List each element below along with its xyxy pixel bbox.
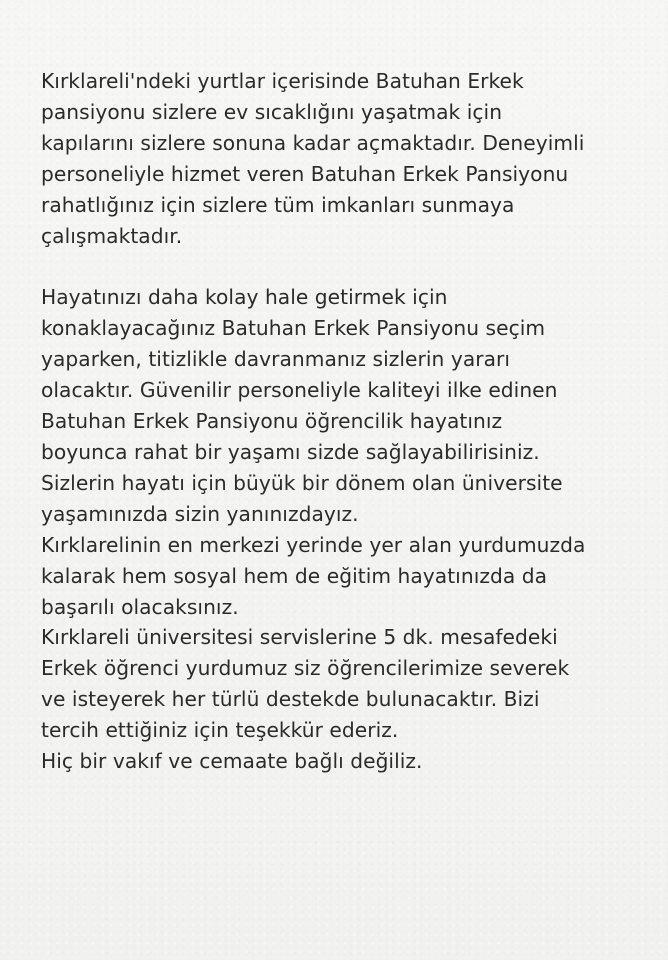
text-line: çalışmaktadır. [41, 223, 183, 248]
paragraph-gap [41, 251, 641, 282]
document-text [41, 66, 641, 777]
text-line: personeliyle hizmet veren Batuhan Erkek Pansiyonu [41, 161, 569, 186]
text-line: Kırklareli'ndeki yurtlar içerisinde Batuhan Erkek [41, 69, 524, 93]
text-line: yaparken, titizlikle davranmanız sizlerin yararı [41, 347, 511, 372]
text-line: konaklayacağınız Batuhan Erkek Pansiyonu seçim [41, 316, 546, 341]
text-line: tercih ettiğiniz için teşekkür ederiz. [41, 718, 399, 743]
paragraph-intro [41, 66, 641, 251]
text-line: Erkek öğrenci yurdumuz siz öğrencilerimize severek [41, 656, 570, 681]
text-line: pansiyonu sizlere ev sıcaklığını yaşatmak için [41, 99, 503, 124]
text-line: boyunca rahat bir yaşamı sizde sağlayabilirisiniz. [41, 439, 540, 464]
text-line: Kırklarelinin en merkezi yerinde yer alan yurdumuzda [41, 532, 586, 557]
text-line: Hayatınızı daha kolay hale getirmek için [41, 285, 448, 310]
text-line: Sizlerin hayatı için büyük bir dönem olan üniversite [41, 470, 563, 495]
text-line: Kırklareli üniversitesi servislerine 5 dk. mesafedeki [41, 625, 558, 650]
text-line: Hiç bir vakıf ve cemaate bağlı değiliz. [41, 749, 423, 774]
paragraph-details [41, 282, 641, 777]
text-line: kalarak hem sosyal hem de eğitim hayatınızda da [41, 563, 548, 588]
text-line: rahatlığınız için sizlere tüm imkanları sunmaya [41, 192, 515, 217]
text-line: olacaktır. Güvenilir personeliyle kaliteyi ilke edinen [41, 378, 558, 403]
text-line: ve isteyerek her türlü destekde bulunacaktır. Bizi [41, 687, 540, 712]
text-line: yaşamınızda sizin yanınızdayız. [41, 501, 359, 526]
text-line: Batuhan Erkek Pansiyonu öğrencilik hayatınız [41, 409, 503, 434]
text-line: kapılarını sizlere sonuna kadar açmaktadır. Deneyimli [41, 130, 585, 155]
text-line: başarılı olacaksınız. [41, 594, 239, 619]
